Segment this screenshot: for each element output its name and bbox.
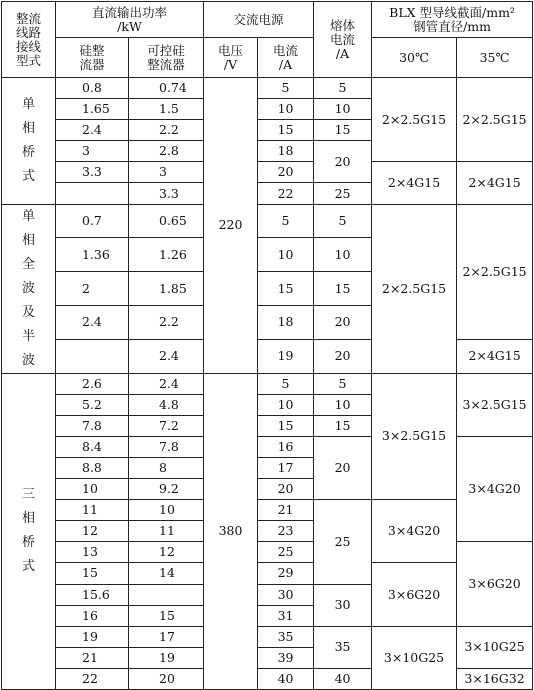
current-cell: 23: [258, 521, 314, 542]
wire-35-cell: 2×4G15: [457, 162, 533, 204]
silicon-power-cell: 15.6: [56, 584, 129, 605]
silicon-power-cell: 8.8: [56, 457, 129, 478]
scr-power-cell: 2.2: [129, 120, 204, 141]
scr-power-cell: 15: [129, 605, 204, 626]
wire-35-cell: 2×4G15: [457, 339, 533, 373]
fuse-cell: 20: [314, 141, 372, 183]
header-ac-source: 交流电源: [204, 2, 314, 38]
fuse-cell: 10: [314, 99, 372, 120]
current-cell: 25: [258, 542, 314, 563]
silicon-power-cell: 2.6: [56, 373, 129, 394]
fuse-cell: 5: [314, 373, 372, 394]
wire-30-cell: 3×10G25: [372, 626, 457, 689]
silicon-power-cell: 8.4: [56, 436, 129, 457]
scr-power-cell: 10: [129, 500, 204, 521]
group-name: 单 相 全 波 及 半 波: [2, 204, 56, 373]
current-cell: 40: [258, 668, 314, 689]
scr-power-cell: 2.4: [129, 339, 204, 373]
current-cell: 30: [258, 584, 314, 605]
current-cell: 39: [258, 647, 314, 668]
silicon-power-cell: 10: [56, 479, 129, 500]
scr-power-cell: 14: [129, 563, 204, 584]
wire-35-cell: 2×2.5G15: [457, 204, 533, 339]
silicon-power-cell: 13: [56, 542, 129, 563]
scr-power-cell: 8: [129, 457, 204, 478]
current-cell: 17: [258, 457, 314, 478]
header-current: 电流 /A: [258, 38, 314, 78]
silicon-power-cell: 7.8: [56, 415, 129, 436]
scr-power-cell: 1.26: [129, 238, 204, 272]
silicon-power-cell: 2: [56, 272, 129, 306]
header-fuse-current: 熔体 电流 /A: [314, 2, 372, 78]
current-cell: 29: [258, 563, 314, 584]
current-cell: 16: [258, 436, 314, 457]
silicon-power-cell: 15: [56, 563, 129, 584]
fuse-cell: 5: [314, 78, 372, 99]
current-cell: 5: [258, 78, 314, 99]
current-cell: 20: [258, 162, 314, 183]
current-cell: 15: [258, 272, 314, 306]
silicon-power-cell: [56, 183, 129, 204]
rectifier-table: [1, 1, 533, 690]
current-cell: 5: [258, 204, 314, 238]
scr-power-cell: 0.65: [129, 204, 204, 238]
header-voltage: 电压 /V: [204, 38, 258, 78]
current-cell: 15: [258, 120, 314, 141]
fuse-cell: 10: [314, 394, 372, 415]
silicon-power-cell: 11: [56, 500, 129, 521]
silicon-power-cell: 12: [56, 521, 129, 542]
fuse-cell: 35: [314, 626, 372, 668]
fuse-cell: 20: [314, 305, 372, 339]
voltage-cell: 220: [204, 78, 258, 374]
scr-power-cell: 4.8: [129, 394, 204, 415]
fuse-cell: 10: [314, 238, 372, 272]
wire-35-cell: 3×6G20: [457, 542, 533, 626]
group-name: 单 相 桥 式: [2, 78, 56, 205]
silicon-power-cell: 0.8: [56, 78, 129, 99]
scr-power-cell: 19: [129, 647, 204, 668]
current-cell: 21: [258, 500, 314, 521]
scr-power-cell: 9.2: [129, 479, 204, 500]
header-blx-title: BLX 型导线截面/mm² 钢管直径/mm: [372, 2, 533, 38]
scr-power-cell: 17: [129, 626, 204, 647]
silicon-power-cell: 0.7: [56, 204, 129, 238]
silicon-power-cell: 5.2: [56, 394, 129, 415]
scr-power-cell: [129, 584, 204, 605]
scr-power-cell: 2.4: [129, 373, 204, 394]
voltage-cell: 380: [204, 373, 258, 689]
current-cell: 18: [258, 141, 314, 162]
wire-30-cell: 2×4G15: [372, 162, 457, 204]
header-silicon-rectifier: 硅整 流器: [56, 38, 129, 78]
wire-35-cell: 2×2.5G15: [457, 78, 533, 162]
header-temp-35: 35℃: [457, 38, 533, 78]
current-cell: 15: [258, 415, 314, 436]
scr-power-cell: 0.74: [129, 78, 204, 99]
silicon-power-cell: 21: [56, 647, 129, 668]
silicon-power-cell: 16: [56, 605, 129, 626]
fuse-cell: 15: [314, 120, 372, 141]
wire-35-cell: 3×4G20: [457, 436, 533, 541]
scr-power-cell: 3.3: [129, 183, 204, 204]
wire-30-cell: 3×6G20: [372, 563, 457, 626]
silicon-power-cell: 2.4: [56, 305, 129, 339]
silicon-power-cell: 3.3: [56, 162, 129, 183]
current-cell: 19: [258, 339, 314, 373]
silicon-power-cell: 1.36: [56, 238, 129, 272]
scr-power-cell: 12: [129, 542, 204, 563]
current-cell: 18: [258, 305, 314, 339]
scr-power-cell: 11: [129, 521, 204, 542]
current-cell: 35: [258, 626, 314, 647]
current-cell: 31: [258, 605, 314, 626]
fuse-cell: 25: [314, 183, 372, 204]
fuse-cell: 20: [314, 436, 372, 499]
scr-power-cell: 1.85: [129, 272, 204, 306]
scr-power-cell: 7.8: [129, 436, 204, 457]
scr-power-cell: 2.2: [129, 305, 204, 339]
fuse-cell: 20: [314, 339, 372, 373]
wire-30-cell: 2×2.5G15: [372, 204, 457, 373]
current-cell: 22: [258, 183, 314, 204]
wire-35-cell: 3×16G32: [457, 668, 533, 689]
fuse-cell: 15: [314, 415, 372, 436]
current-cell: 20: [258, 479, 314, 500]
silicon-power-cell: 22: [56, 668, 129, 689]
wire-35-cell: 3×10G25: [457, 626, 533, 668]
fuse-cell: 5: [314, 204, 372, 238]
wire-30-cell: 3×2.5G15: [372, 373, 457, 500]
fuse-cell: 15: [314, 272, 372, 306]
header-dc-power: 直流输出功率 /kW: [56, 2, 204, 38]
scr-power-cell: 2.8: [129, 141, 204, 162]
wire-30-cell: 2×2.5G15: [372, 78, 457, 162]
header-temp-30: 30℃: [372, 38, 457, 78]
fuse-cell: 40: [314, 668, 372, 689]
header-scr-rectifier: 可控硅 整流器: [129, 38, 204, 78]
silicon-power-cell: 19: [56, 626, 129, 647]
silicon-power-cell: 1.65: [56, 99, 129, 120]
fuse-cell: 30: [314, 584, 372, 626]
fuse-cell: 25: [314, 500, 372, 584]
current-cell: 5: [258, 373, 314, 394]
scr-power-cell: 7.2: [129, 415, 204, 436]
silicon-power-cell: 3: [56, 141, 129, 162]
scr-power-cell: 20: [129, 668, 204, 689]
silicon-power-cell: 2.4: [56, 120, 129, 141]
header-circuit-type: 整流 线路 接线 型式: [2, 2, 56, 78]
scr-power-cell: 3: [129, 162, 204, 183]
group-name: 三 相 桥 式: [2, 373, 56, 689]
current-cell: 10: [258, 394, 314, 415]
current-cell: 10: [258, 238, 314, 272]
wire-35-cell: 3×2.5G15: [457, 373, 533, 436]
silicon-power-cell: [56, 339, 129, 373]
current-cell: 10: [258, 99, 314, 120]
wire-30-cell: 3×4G20: [372, 500, 457, 563]
scr-power-cell: 1.5: [129, 99, 204, 120]
